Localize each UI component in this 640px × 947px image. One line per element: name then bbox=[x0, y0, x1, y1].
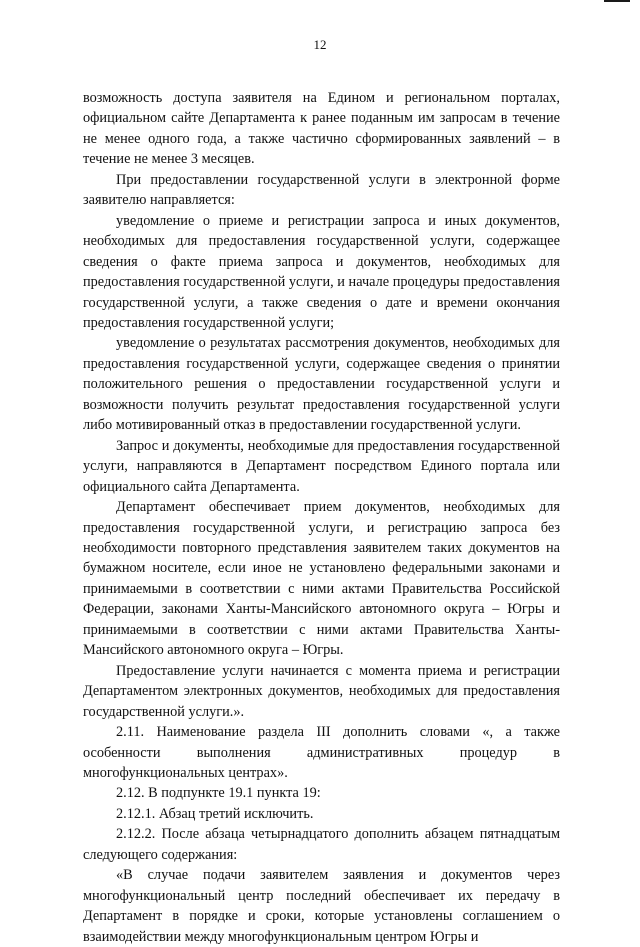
paragraph: При предоставлении государственной услуги в электронной форме заявителю направляется: bbox=[83, 171, 560, 209]
corner-mark bbox=[604, 0, 630, 2]
paragraph: «В случае подачи заявителем заявления и документов через многофункциональный центр последний обеспечивает их передачу в Департамент в порядке и сроки, которые установлены соглашением о взаимодействии между многофункциональным центром Югры и bbox=[83, 867, 560, 945]
paragraph: Запрос и документы, необходимые для предоставления государственной услуги, направляются в Департамент посредством Единого портала или официального сайта Департамента. bbox=[83, 437, 560, 495]
paragraph: возможность доступа заявителя на Едином и региональном порталах, официальном сайте Департамента к ранее поданным им запросам в течение не менее одного года, а также частично сформированных заявлений – в течение не менее 3 месяцев. bbox=[83, 90, 560, 168]
paragraph: уведомление о приеме и регистрации запроса и иных документов, необходимых для предоставления государственной услуги, содержащее сведения о факте приема запроса и документов, необходимых для предоставления государственной услуги, и начале процедуры предоставления государственной услуги, а также сведения о дате и времени окончания предоставления государственной услуги; bbox=[83, 212, 560, 331]
page-number: 12 bbox=[313, 37, 327, 52]
paragraph: 2.12. В подпункте 19.1 пункта 19: bbox=[116, 785, 321, 802]
paragraph: Предоставление услуги начинается с момента приема и регистрации Департаментом электронных документов, необходимых для предоставления государственной услуги.». bbox=[83, 662, 560, 720]
paragraph: 2.12.1. Абзац третий исключить. bbox=[116, 805, 314, 822]
paragraph: уведомление о результатах рассмотрения документов, необходимых для предоставления государственной услуги, содержащее сведения о принятии положительного решения о предоставлении государственной услуги и возможности получить результат предоставления государственной услуги либо мотивированный отказ в предоставлении государственной услуги. bbox=[83, 335, 560, 434]
document-body bbox=[83, 88, 560, 947]
paragraph: 2.11. Наименование раздела III дополнить словами «, а также особенности выполнения административных процедур в многофункциональных центрах». bbox=[83, 724, 560, 781]
paragraph: 2.12.2. После абзаца четырнадцатого дополнить абзацем пятнадцатым следующего содержания: bbox=[83, 826, 560, 863]
paragraph: Департамент обеспечивает прием документов, необходимых для предоставления государственной услуги, и регистрацию запроса без необходимости повторного представления заявителем таких документов на бумажном носителе, если иное не установлено федеральными законами и принимаемыми в соответствии с ними актами Правительства Российской Федерации, законами Ханты-Мансийского автономного округа – Югры и принимаемыми в соответствии с ними актами Правительства Ханты-Мансийского автономного округа – Югры. bbox=[83, 499, 560, 659]
